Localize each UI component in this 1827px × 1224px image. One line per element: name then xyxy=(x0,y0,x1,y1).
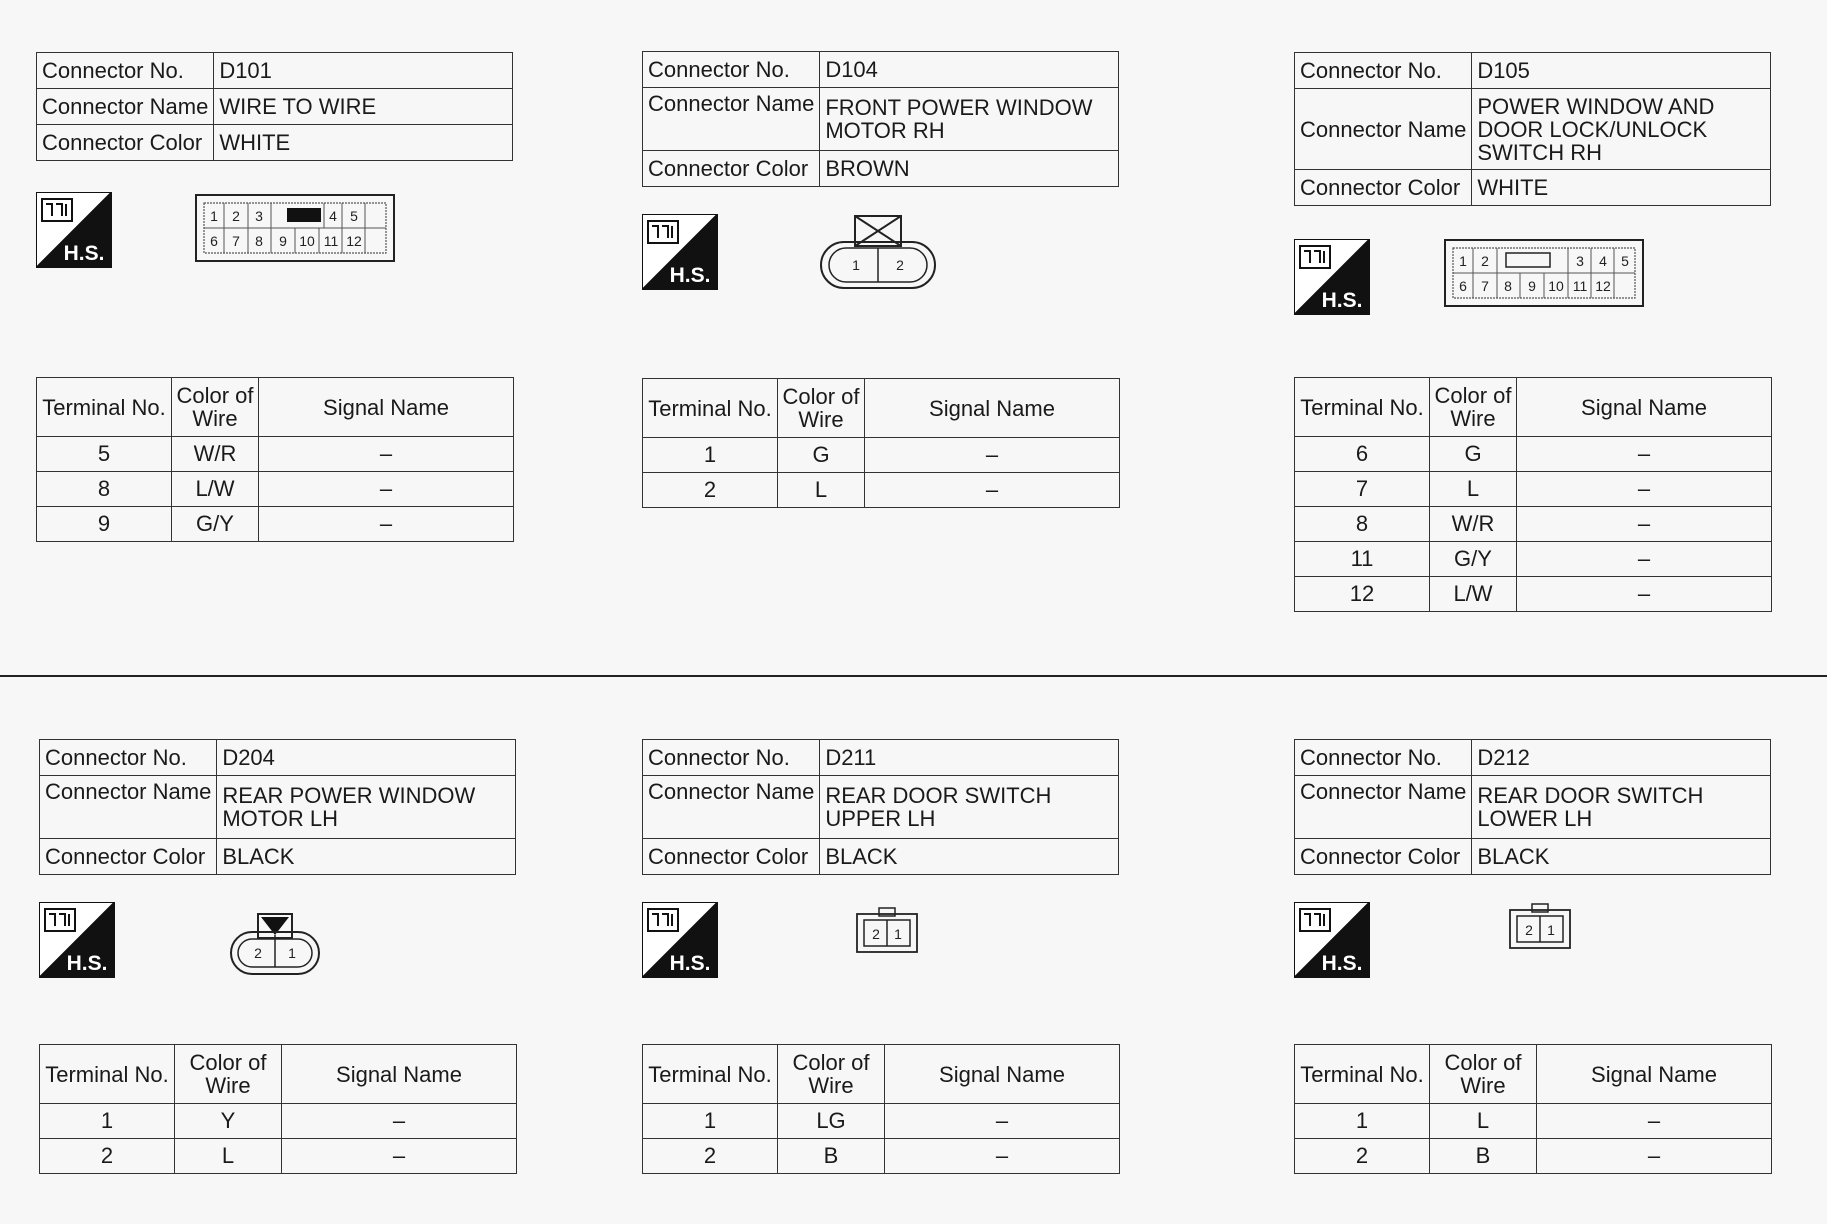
pin-label: 1 xyxy=(1459,253,1467,269)
signal-name-header: Signal Name xyxy=(259,378,514,437)
signal-cell: – xyxy=(259,437,514,472)
pin-label: 2 xyxy=(872,926,880,942)
connector-color-label: Connector Color xyxy=(1295,170,1472,206)
terminal-table-d104 xyxy=(642,378,1142,508)
table-row xyxy=(1295,507,1772,542)
wire-cell: L xyxy=(778,473,865,508)
terminal-cell: 1 xyxy=(1295,1104,1430,1139)
connector-color-label: Connector Color xyxy=(37,125,214,161)
wire-cell: G/Y xyxy=(1430,542,1517,577)
pin-label: 12 xyxy=(346,233,362,249)
connector-face-12pin xyxy=(195,194,395,264)
harness-side-icon xyxy=(642,214,718,290)
connector-no: D104 xyxy=(820,52,1119,88)
connector-color-label: Connector Color xyxy=(1295,839,1472,875)
signal-cell: – xyxy=(1537,1104,1772,1139)
pin-label: 8 xyxy=(1504,278,1512,294)
terminal-no-header: Terminal No. xyxy=(643,379,778,438)
connector-no: D204 xyxy=(217,740,516,776)
connector-name: WIRE TO WIRE xyxy=(214,89,513,125)
connector-name: REAR POWER WINDOW MOTOR LH xyxy=(217,776,516,839)
connector-name-label: Connector Name xyxy=(1295,89,1472,170)
hs-label: H.S. xyxy=(1321,952,1363,975)
connector-name: FRONT POWER WINDOW MOTOR RH xyxy=(820,88,1119,151)
connector-panel-d204 xyxy=(39,739,539,875)
pin-label: 6 xyxy=(210,233,218,249)
connector-info-table xyxy=(1294,52,1771,206)
connector-name-label: Connector Name xyxy=(40,776,217,839)
wire-cell: LG xyxy=(778,1104,885,1139)
terminal-cell: 9 xyxy=(37,507,172,542)
wire-color-header: Color of Wire xyxy=(1430,1045,1537,1104)
table-row xyxy=(37,507,514,542)
connector-name-label: Connector Name xyxy=(643,776,820,839)
terminal-cell: 1 xyxy=(40,1104,175,1139)
hs-label: H.S. xyxy=(669,264,711,287)
pin-label: 9 xyxy=(1528,278,1536,294)
signal-cell: – xyxy=(282,1104,517,1139)
terminal-cell: 12 xyxy=(1295,577,1430,612)
harness-side-icon xyxy=(642,902,718,978)
connector-info-table xyxy=(36,52,513,161)
connector-name-label: Connector Name xyxy=(1295,776,1472,839)
signal-name-header: Signal Name xyxy=(282,1045,517,1104)
terminal-cell: 8 xyxy=(1295,507,1430,542)
table-row xyxy=(1295,1104,1772,1139)
wire-cell: Y xyxy=(175,1104,282,1139)
connector-face-2pin-box xyxy=(855,906,919,956)
pin-label: 4 xyxy=(329,208,337,224)
connector-face-2pin-box xyxy=(1508,902,1572,952)
connector-no-label: Connector No. xyxy=(643,740,820,776)
wire-cell: L/W xyxy=(1430,577,1517,612)
signal-cell: – xyxy=(885,1104,1120,1139)
harness-side-icon xyxy=(1294,239,1370,315)
terminal-no-header: Terminal No. xyxy=(1295,1045,1430,1104)
connector-color-label: Connector Color xyxy=(643,151,820,187)
pin-label: 2 xyxy=(1481,253,1489,269)
harness-side-icon xyxy=(36,192,112,268)
signal-cell: – xyxy=(1517,507,1772,542)
terminal-cell: 1 xyxy=(643,1104,778,1139)
terminal-cell: 8 xyxy=(37,472,172,507)
connector-info-table xyxy=(642,51,1119,187)
pin-label: 1 xyxy=(288,945,296,961)
wire-cell: L xyxy=(1430,472,1517,507)
pin-label: 6 xyxy=(1459,278,1467,294)
pin-label: 2 xyxy=(896,257,904,273)
table-row xyxy=(37,437,514,472)
wire-color-header: Color of Wire xyxy=(778,379,865,438)
connector-no-label: Connector No. xyxy=(1295,740,1472,776)
signal-cell: – xyxy=(885,1139,1120,1174)
table-row xyxy=(1295,437,1772,472)
terminal-cell: 2 xyxy=(1295,1139,1430,1174)
pin-label: 3 xyxy=(255,208,263,224)
pin-label: 1 xyxy=(210,208,218,224)
wire-color-header: Color of Wire xyxy=(778,1045,885,1104)
connector-face-2pin-oval xyxy=(818,214,938,294)
pin-label: 9 xyxy=(279,233,287,249)
pin-label: 7 xyxy=(1481,278,1489,294)
pin-label: 10 xyxy=(1548,278,1564,294)
connector-panel-d104 xyxy=(642,51,1142,187)
hs-label: H.S. xyxy=(1321,289,1363,312)
connector-name: POWER WINDOW AND DOOR LOCK/UNLOCK SWITCH RH xyxy=(1472,89,1771,170)
table-row xyxy=(1295,542,1772,577)
terminal-cell: 2 xyxy=(643,1139,778,1174)
pin-label: 2 xyxy=(232,208,240,224)
terminal-no-header: Terminal No. xyxy=(643,1045,778,1104)
connector-color: BLACK xyxy=(820,839,1119,875)
wire-cell: L xyxy=(175,1139,282,1174)
connector-face-2pin-oval xyxy=(228,912,322,978)
wire-cell: L xyxy=(1430,1104,1537,1139)
connector-info-table xyxy=(39,739,516,875)
table-row xyxy=(1295,577,1772,612)
connector-no: D105 xyxy=(1472,53,1771,89)
hs-label: H.S. xyxy=(66,952,108,975)
pin-label: 4 xyxy=(1599,253,1607,269)
pin-label: 1 xyxy=(1547,922,1555,938)
terminal-no-header: Terminal No. xyxy=(37,378,172,437)
wire-cell: W/R xyxy=(1430,507,1517,542)
signal-name-header: Signal Name xyxy=(865,379,1120,438)
pin-label: 12 xyxy=(1595,278,1611,294)
terminal-cell: 6 xyxy=(1295,437,1430,472)
pin-label: 3 xyxy=(1576,253,1584,269)
connector-info-table xyxy=(1294,739,1771,875)
harness-side-icon xyxy=(1294,902,1370,978)
pin-label: 8 xyxy=(255,233,263,249)
pin-label: 7 xyxy=(232,233,240,249)
pin-label: 1 xyxy=(852,257,860,273)
connector-name: REAR DOOR SWITCH UPPER LH xyxy=(820,776,1119,839)
signal-cell: – xyxy=(259,507,514,542)
terminal-cell: 1 xyxy=(643,438,778,473)
terminal-cell: 2 xyxy=(40,1139,175,1174)
terminal-cell: 11 xyxy=(1295,542,1430,577)
terminal-cell: 7 xyxy=(1295,472,1430,507)
terminal-table-d212 xyxy=(1294,1044,1794,1174)
wire-cell: G/Y xyxy=(172,507,259,542)
connector-face-12pin xyxy=(1444,239,1644,309)
terminal-no-header: Terminal No. xyxy=(1295,378,1430,437)
table-row xyxy=(643,1104,1120,1139)
connector-name: REAR DOOR SWITCH LOWER LH xyxy=(1472,776,1771,839)
terminal-cell: 5 xyxy=(37,437,172,472)
table-row xyxy=(40,1139,517,1174)
signal-cell: – xyxy=(1517,472,1772,507)
connector-color-label: Connector Color xyxy=(40,839,217,875)
connector-no: D211 xyxy=(820,740,1119,776)
pin-label: 11 xyxy=(1572,278,1588,294)
connector-panel-d101 xyxy=(36,52,536,161)
connector-color: BROWN xyxy=(820,151,1119,187)
signal-cell: – xyxy=(259,472,514,507)
connector-panel-d212 xyxy=(1294,739,1794,875)
terminal-table-d105 xyxy=(1294,377,1794,612)
signal-cell: – xyxy=(1517,542,1772,577)
wire-cell: L/W xyxy=(172,472,259,507)
terminal-table-d101 xyxy=(36,377,536,542)
pin-label: 2 xyxy=(1525,922,1533,938)
pin-label: 2 xyxy=(254,945,262,961)
signal-cell: – xyxy=(1537,1139,1772,1174)
connector-panel-d211 xyxy=(642,739,1142,875)
hs-label: H.S. xyxy=(669,952,711,975)
connector-no-label: Connector No. xyxy=(1295,53,1472,89)
wire-color-header: Color of Wire xyxy=(175,1045,282,1104)
connector-color: BLACK xyxy=(1472,839,1771,875)
hs-label: H.S. xyxy=(63,242,105,265)
connector-no: D101 xyxy=(214,53,513,89)
terminal-table-d211 xyxy=(642,1044,1142,1174)
connector-info-table xyxy=(642,739,1119,875)
connector-no-label: Connector No. xyxy=(643,52,820,88)
signal-cell: – xyxy=(865,473,1120,508)
wire-cell: G xyxy=(1430,437,1517,472)
terminal-no-header: Terminal No. xyxy=(40,1045,175,1104)
signal-cell: – xyxy=(1517,577,1772,612)
pin-label: 5 xyxy=(350,208,358,224)
connector-no-label: Connector No. xyxy=(40,740,217,776)
wire-cell: G xyxy=(778,438,865,473)
connector-panel-d105 xyxy=(1294,52,1794,206)
table-row xyxy=(1295,1139,1772,1174)
pin-label: 1 xyxy=(894,926,902,942)
harness-side-icon xyxy=(39,902,115,978)
signal-name-header: Signal Name xyxy=(1517,378,1772,437)
pin-label: 11 xyxy=(323,233,339,249)
table-row xyxy=(40,1104,517,1139)
section-divider xyxy=(0,675,1827,677)
pin-label: 10 xyxy=(299,233,315,249)
terminal-cell: 2 xyxy=(643,473,778,508)
connector-color: WHITE xyxy=(214,125,513,161)
connector-no-label: Connector No. xyxy=(37,53,214,89)
table-row xyxy=(1295,472,1772,507)
wire-cell: B xyxy=(1430,1139,1537,1174)
wire-color-header: Color of Wire xyxy=(1430,378,1517,437)
pin-label: 5 xyxy=(1621,253,1629,269)
wire-cell: W/R xyxy=(172,437,259,472)
connector-name-label: Connector Name xyxy=(37,89,214,125)
connector-no: D212 xyxy=(1472,740,1771,776)
table-row xyxy=(37,472,514,507)
signal-cell: – xyxy=(282,1139,517,1174)
terminal-table-d204 xyxy=(39,1044,539,1174)
table-row xyxy=(643,473,1120,508)
table-row xyxy=(643,1139,1120,1174)
wire-color-header: Color of Wire xyxy=(172,378,259,437)
connector-name-label: Connector Name xyxy=(643,88,820,151)
signal-cell: – xyxy=(865,438,1120,473)
connector-color-label: Connector Color xyxy=(643,839,820,875)
connector-color: WHITE xyxy=(1472,170,1771,206)
connector-color: BLACK xyxy=(217,839,516,875)
signal-name-header: Signal Name xyxy=(885,1045,1120,1104)
wire-cell: B xyxy=(778,1139,885,1174)
signal-cell: – xyxy=(1517,437,1772,472)
signal-name-header: Signal Name xyxy=(1537,1045,1772,1104)
table-row xyxy=(643,438,1120,473)
